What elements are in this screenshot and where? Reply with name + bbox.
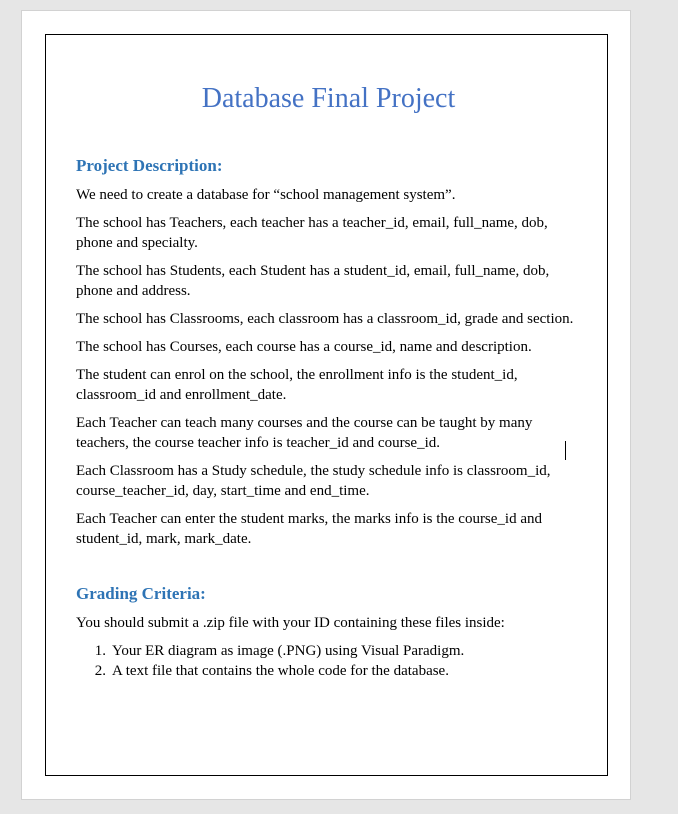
description-paragraph-6: The student can enrol on the school, the enrollment info is the student_id, classroom_id and enrollment_date. [76,367,518,403]
deliverables-list [76,641,581,681]
document-title: Database Final Project [201,83,456,114]
list-item [76,661,581,681]
grading-intro: You should submit a .zip file with your ID containing these files inside: [76,615,505,631]
list-item-text: A text file that contains the whole code for the database. [112,663,449,679]
description-paragraph-7: Each Teacher can teach many courses and the course can be taught by many teachers, the course teacher info is teacher_id and course_id. [76,415,533,451]
list-number: 2. [94,663,106,679]
description-paragraph-4: The school has Classrooms, each classroom has a classroom_id, grade and section. [76,311,574,327]
list-number: 1. [94,643,106,659]
list-item-text: Your ER diagram as image (.PNG) using Visual Paradigm. [112,643,465,659]
document-body[interactable] [76,35,581,681]
document-page [21,10,631,800]
description-paragraph-9: Each Teacher can enter the student marks, the marks info is the course_id and student_id, mark, mark_date. [76,511,543,547]
description-paragraph-5: The school has Courses, each course has a course_id, name and description. [76,339,532,355]
text-cursor [565,441,566,460]
description-paragraph-8: Each Classroom has a Study schedule, the study schedule info is classroom_id, course_teacher_id, day, start_time and end_time. [76,463,551,499]
description-paragraph-1: We need to create a database for “school management system”. [76,187,456,203]
list-item [76,641,581,661]
section-heading-description: Project Description: [76,156,223,175]
description-paragraph-3: The school has Students, each Student has a student_id, email, full_name, dob, phone and address. [76,263,550,299]
section-heading-grading: Grading Criteria: [76,584,206,603]
description-paragraph-2: The school has Teachers, each teacher has a teacher_id, email, full_name, dob, phone and specialty. [76,215,548,251]
page-border [45,34,608,776]
